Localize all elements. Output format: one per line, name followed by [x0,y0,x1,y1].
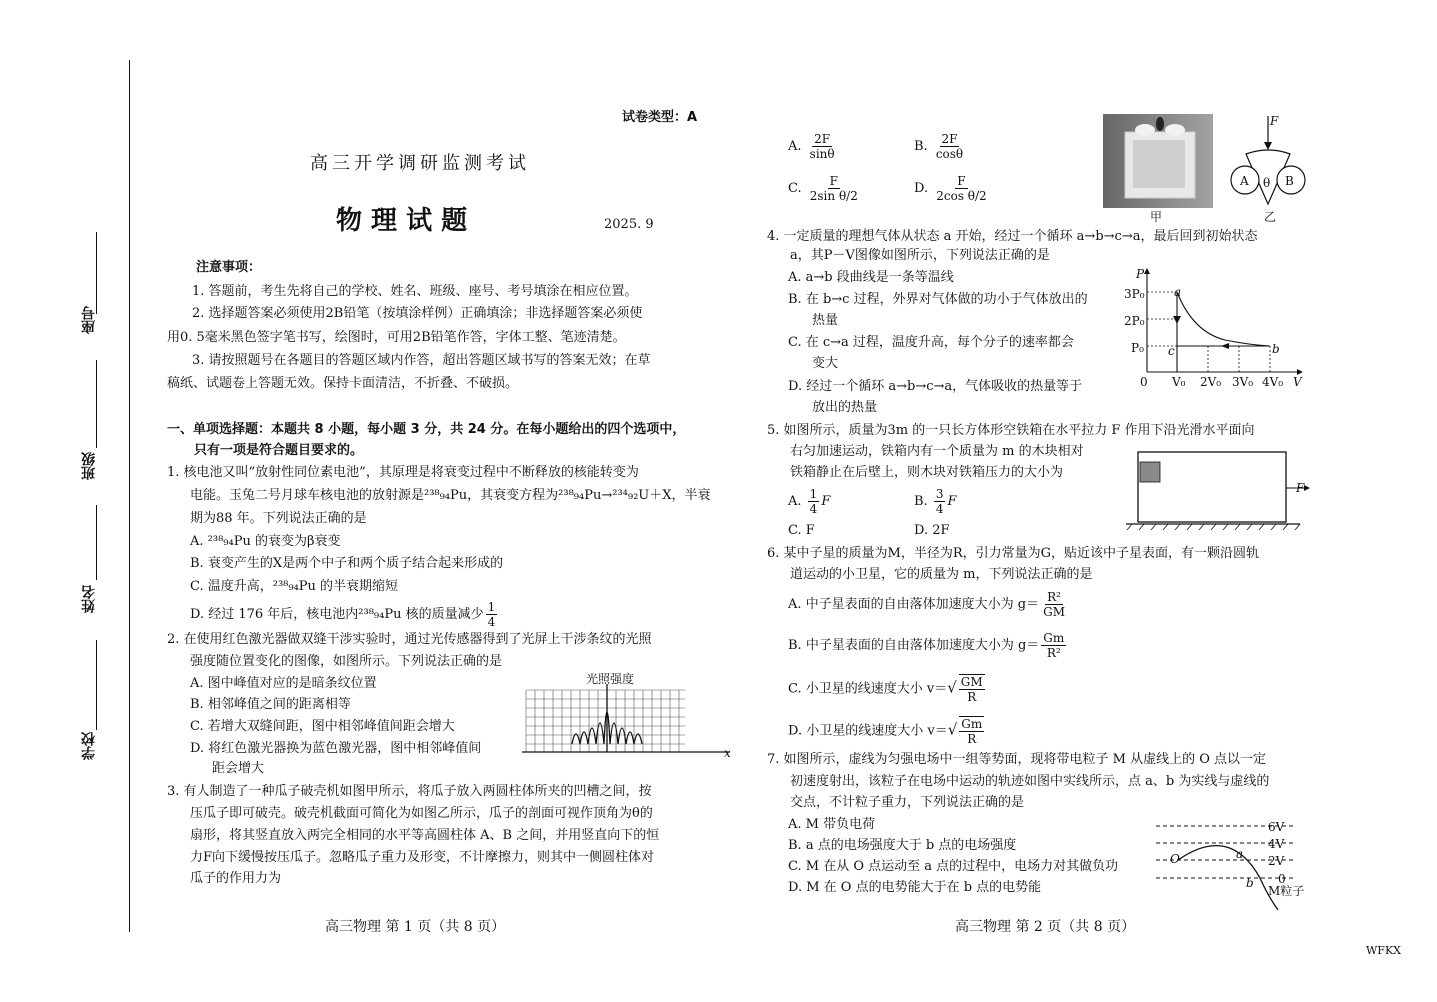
q6-stem: 6. 某中子星的质量为M，半径为R，引力常量为G，贴近该中子星表面，有一颗沿圆轨 [767,546,1260,561]
option-label: C. [788,181,802,196]
q5-box-diagram [1124,446,1314,532]
exam-title: 高三开学调研监测考试 [310,153,530,174]
page1-footer: 高三物理 第 1 页（共 8 页） [325,919,506,935]
q7-stem: 初速度射出，该粒子在电场中运动的轨迹如图中实线所示，点 a、b 为实线与虚线的 [790,774,1270,789]
q3-stem: 力F向下缓慢按压瓜子。忽略瓜子重力及形变，不计摩擦力，则其中一侧圆柱体对 [190,850,655,865]
q7-option-b: B. a 点的电场强度大于 b 点的电场强度 [788,838,1017,853]
option-tail: F [821,494,831,509]
pv-origin: 0 [1140,375,1148,389]
q7-4V: 4V [1268,837,1285,851]
subject-title: 物 理 试 题 [336,206,468,236]
q7-option-a: A. M 带负电荷 [788,817,876,832]
q2-option-c: C. 若增大双缝间距，图中相邻峰值间距会增大 [190,719,455,734]
class-label: 班级 [81,452,97,480]
option-label: B. [914,494,928,509]
q7-particle-label: M粒子 [1268,884,1305,898]
q6-option-b [788,631,1068,660]
q1-stem: 电能。玉兔二号月球车核电池的放射源是²³⁸₉₄Pu，其衰变方程为²³⁸₉₄Pu→²³⁴₉₂U＋X，半衰 [190,488,711,503]
q1-option-d-text: D. 经过 176 年后，核电池内²³⁸₉₄Pu 核的质量减少 [190,607,484,622]
class-line [96,360,97,448]
q4-option-b: B. 在 b→c 过程，外界对气体做的功小于气体放出的 [788,292,1088,307]
q5-option-b [914,487,957,516]
frac-den: R² [1046,646,1061,660]
q3-option-b [914,132,967,161]
frac-num: GM [960,675,983,689]
q7-point-O: O [1170,852,1180,866]
q1-option-a: A. ²³⁸₉₄Pu 的衰变为β衰变 [190,534,341,549]
q7-2V: 2V [1268,854,1285,868]
q4-option-d-cont: 放出的热量 [812,400,878,415]
q2-stem: 强度随位置变化的图像，如图所示。下列说法正确的是 [190,654,503,669]
q3-stem: 扇形，将其竖直放入两完全相同的水平等高圆柱体 A、B 之间，并用竖直向下的恒 [190,828,660,843]
fig-yi-F: F [1270,114,1279,128]
pv-4V0: 4V₀ [1262,375,1284,389]
pv-2P0: 2P₀ [1124,314,1145,328]
q4-option-b-cont: 热量 [812,313,839,328]
q3-stem: 3. 有人制造了一种瓜子破壳机如图甲所示，将瓜子放入两圆柱体所夹的凹槽之间，按 [167,784,652,799]
name-line [96,505,97,580]
q4-stem: a，其P－V图像如图所示，下列说法正确的是 [790,248,1050,263]
frac-den: 4 [487,615,496,629]
option-text: D. 小卫星的线速度大小 v＝ [788,723,948,739]
notice-title: 注意事项： [196,260,262,275]
q3-option-c [788,174,862,203]
pv-P0: P₀ [1131,341,1144,355]
frac-den: cosθ [935,147,964,161]
q7-stem: 交点，不计粒子重力，下列说法正确的是 [790,795,1025,810]
graph-title: 光照强度 [586,672,635,686]
frac-num: Gm [1043,631,1065,645]
q1-stem: 1. 核电池又叫“放射性同位素电池”，其原理是将衰变过程中不断释放的核能转变为 [167,465,639,480]
frac-num: F [829,174,838,188]
option-text: B. 中子星表面的自由落体加速度大小为 g＝ [788,638,1040,653]
notice-line: 用0. 5毫米黑色签字笔书写，绘图时，可用2B铅笔作答，字体工整、笔迹清楚。 [167,330,626,345]
frac-num: Gm [961,717,983,731]
q2-option-d-cont: 距会增大 [212,761,265,776]
q5-force-label: F [1296,481,1305,495]
section-heading: 只有一项是符合题目要求的。 [194,443,364,458]
graph-x-label: x [724,746,731,760]
q6-stem: 道运动的小卫星，它的质量为 m，下列说法正确的是 [790,567,1093,582]
pv-V-label: V [1293,375,1302,389]
q5-stem: 5. 如图所示，质量为3m 的一只长方体形空铁箱在水平拉力 F 作用下沿光滑水平面向 [767,423,1255,438]
binding-rule [129,60,130,932]
name-label: 姓名 [81,585,97,613]
q1-option-d [190,600,499,629]
q2-stem: 2. 在使用红色激光器做双缝干涉实验时，通过光传感器得到了光屏上干涉条纹的光照 [167,632,652,647]
pv-point-a: a [1174,285,1182,299]
q7-6V: 6V [1268,820,1285,834]
fig-jia-label: 甲 [1150,210,1163,224]
q7-stem: 7. 如图所示，虚线为匀强电场中一组等势面，现将带电粒子 M 从虚线上的 O 点以一定 [767,752,1267,767]
q4-option-c: C. 在 c→a 过程，温度升高，每个分子的速率都会 [788,335,1074,350]
frac-num: R² [1047,590,1061,604]
option-label: D. [914,181,929,196]
option-label: B. [914,139,928,154]
option-tail: F [947,494,957,509]
fig-yi-B: B [1285,174,1294,188]
q7-option-d: D. M 在 O 点的电势能大于在 b 点的电势能 [788,880,1042,895]
frac-den: 2sin θ/2 [809,189,858,203]
q5-option-c: C. F [788,523,815,538]
option-label: A. [788,139,802,154]
frac-num: 1 [487,600,496,614]
pv-3V0: 3V₀ [1232,375,1254,389]
notice-line: 稿纸、试题卷上答题无效。保持卡面清洁，不折叠、不破损。 [167,376,519,391]
frac-den: 2cos θ/2 [936,189,987,203]
frac-num: F [957,174,966,188]
q1-option-b: B. 衰变产生的X是两个中子和两个质子结合起来形成的 [190,556,504,571]
q5-option-a [788,487,830,516]
q3-stem: 压瓜子即可破壳。破壳机截面可简化为如图乙所示，瓜子的剖面可视作顶角为θ的 [190,806,653,821]
notice-line: 2. 选择题答案必须使用2B铅笔（按填涂样例）正确填涂；非选择题答案必须使 [192,306,643,321]
q7-0V: 0 [1278,872,1286,886]
q1-option-c: C. 温度升高，²³⁸₉₄Pu 的半衰期缩短 [190,579,399,594]
school-line [96,640,97,730]
option-label: A. [788,494,802,509]
pv-2V0: 2V₀ [1200,375,1222,389]
frac-den: GM [1043,605,1065,619]
q3-stem: 瓜子的作用力为 [190,871,282,886]
q6-option-a [788,590,1069,619]
fig-yi-A: A [1240,174,1249,188]
corner-mark: WFKX [1366,944,1401,957]
q4-option-a: A. a→b 段曲线是一条等温线 [788,270,954,285]
notice-line: 3. 请按照题号在各题目的答题区域内作答，超出答题区域书写的答案无效；在草 [192,353,651,368]
q3-option-a [788,132,839,161]
frac-num: 1 [809,487,818,501]
notice-line: 1. 答题前，考生先将自己的学校、姓名、班级、座号、考号填涂在相应位置。 [192,284,638,299]
pv-point-b: b [1272,342,1280,356]
q3-photo-jia [1103,114,1213,208]
q2-option-b: B. 相邻峰值之间的距离相等 [190,697,351,712]
q2-option-d: D. 将红色激光器换为蓝色激光器，图中相邻峰值间 [190,741,482,756]
pv-V0: V₀ [1172,375,1186,389]
frac-den: 4 [809,502,818,516]
option-text: A. 中子星表面的自由落体加速度大小为 g＝ [788,597,1040,612]
sqrt-icon: √ [947,720,958,739]
q3-option-d [914,174,991,203]
q6-option-c [788,674,987,704]
frac-den: R [967,690,977,704]
q1-stem: 期为88 年。下列说法正确的是 [190,511,367,526]
exam-date: 2025. 9 [604,217,654,232]
q5-option-d: D. 2F [914,523,950,538]
paper-type: 试卷类型：A [622,110,698,125]
q7-point-b: b [1246,876,1254,890]
frac-num: 3 [935,487,944,501]
frac-num: 2F [814,132,831,146]
q4-option-c-cont: 变大 [812,356,839,371]
pv-point-c: c [1168,344,1175,358]
seat-line [96,232,97,314]
pv-3P0: 3P₀ [1124,287,1145,301]
school-label: 学校 [81,732,97,760]
fig-yi-label: 乙 [1264,210,1277,224]
q2-intensity-graph [520,672,735,762]
frac-den: 4 [935,502,944,516]
frac-den: R [967,732,977,746]
frac-den: sinθ [809,147,835,161]
q7-point-a: a [1236,847,1244,861]
seat-label: 座号 [81,306,97,334]
q6-option-d [788,716,986,746]
q4-stem: 4. 一定质量的理想气体从状态 a 开始，经过一个循环 a→b→c→a，最后回到初始状态 [767,229,1258,244]
page2-footer: 高三物理 第 2 页（共 8 页） [955,919,1136,935]
fig-yi-theta: θ [1263,176,1271,190]
sqrt-icon: √ [947,678,957,697]
option-text: C. 小卫星的线速度大小 v＝ [788,681,948,697]
q5-stem: 铁箱静止在后壁上，则木块对铁箱压力的大小为 [790,465,1064,480]
q2-option-a: A. 图中峰值对应的是暗条纹位置 [190,676,377,691]
frac-num: 2F [941,132,958,146]
q5-stem: 右匀加速运动，铁箱内有一个质量为 m 的木块相对 [790,444,1084,459]
q4-option-d: D. 经过一个循环 a→b→c→a，气体吸收的热量等于 [788,379,1083,394]
section-heading: 一、单项选择题：本题共 8 小题，每小题 3 分，共 24 分。在每小题给出的四个选项中， [167,422,686,437]
q7-option-c: C. M 在从 O 点运动至 a 点的过程中，电场力对其做负功 [788,859,1119,874]
graph-svg [520,672,735,762]
pv-P-label: P [1136,267,1145,281]
